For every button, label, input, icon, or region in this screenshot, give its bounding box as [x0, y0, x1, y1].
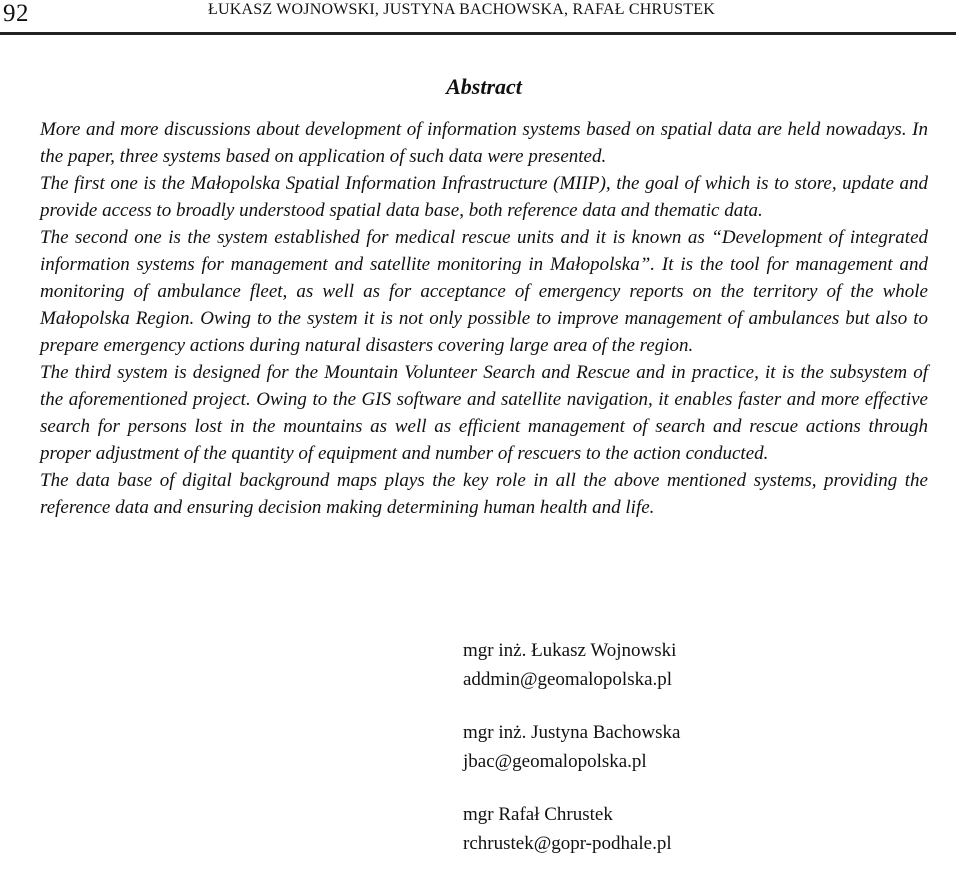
author-email: addmin@geomalopolska.pl [463, 669, 673, 690]
author-email: rchrustek@gopr-podhale.pl [463, 833, 672, 854]
author-name: mgr inż. Justyna Bachowska [463, 722, 681, 743]
author-name: mgr inż. Łukasz Wojnowski [463, 640, 677, 661]
author-name: mgr Rafał Chrustek [463, 804, 613, 825]
abstract-paragraph-medical-rescue: The second one is the system established for medical rescue units and it is known as “Development of integrated information systems for management and satellite monitoring in Małopolska”. It is the tool for management and monitoring of ambulance fleet, as well as for acceptance of emergency reports on the territory of the whole Małopolska Region. Owing to the system it is not only possible to improve management of ambulances but also to prepare emergency actions during natural disasters covering large area of the region. [40, 227, 928, 356]
abstract-paragraph-miip: The first one is the Małopolska Spatial Information Infrastructure (MIIP), the goal of which is to store, update and provide access to broadly understood spatial data base, both reference data and thematic data. [40, 173, 928, 221]
abstract-paragraph-intro: More and more discussions about development of information systems based on spatial data are held nowadays. In the paper, three systems based on application of such data were presented. [40, 119, 928, 167]
author-block [463, 718, 893, 776]
abstract-title: Abstract [446, 74, 522, 99]
author-email: jbac@geomalopolska.pl [463, 751, 647, 772]
abstract-paragraph-conclusion: The data base of digital background maps plays the key role in all the above mentioned systems, providing the reference data and ensuring decision making determining human health and life. [40, 470, 928, 518]
running-head-authors: ŁUKASZ WOJNOWSKI, JUSTYNA BACHOWSKA, RAFAŁ CHRUSTEK [208, 1, 715, 18]
abstract-body [40, 116, 928, 521]
author-affiliations [463, 636, 893, 882]
page-header [0, 0, 956, 35]
author-block [463, 636, 893, 694]
page-number: 92 [3, 0, 29, 27]
abstract-paragraph-mountain-rescue: The third system is designed for the Mountain Volunteer Search and Rescue and in practice, it is the subsystem of the aforementioned project. Owing to the GIS software and satellite navigation, it enables faster and more effective search for persons lost in the mountains as well as efficient management of search and rescue actions through proper adjustment of the quantity of equipment and number of rescuers to the action conducted. [40, 362, 928, 464]
author-block [463, 800, 893, 858]
